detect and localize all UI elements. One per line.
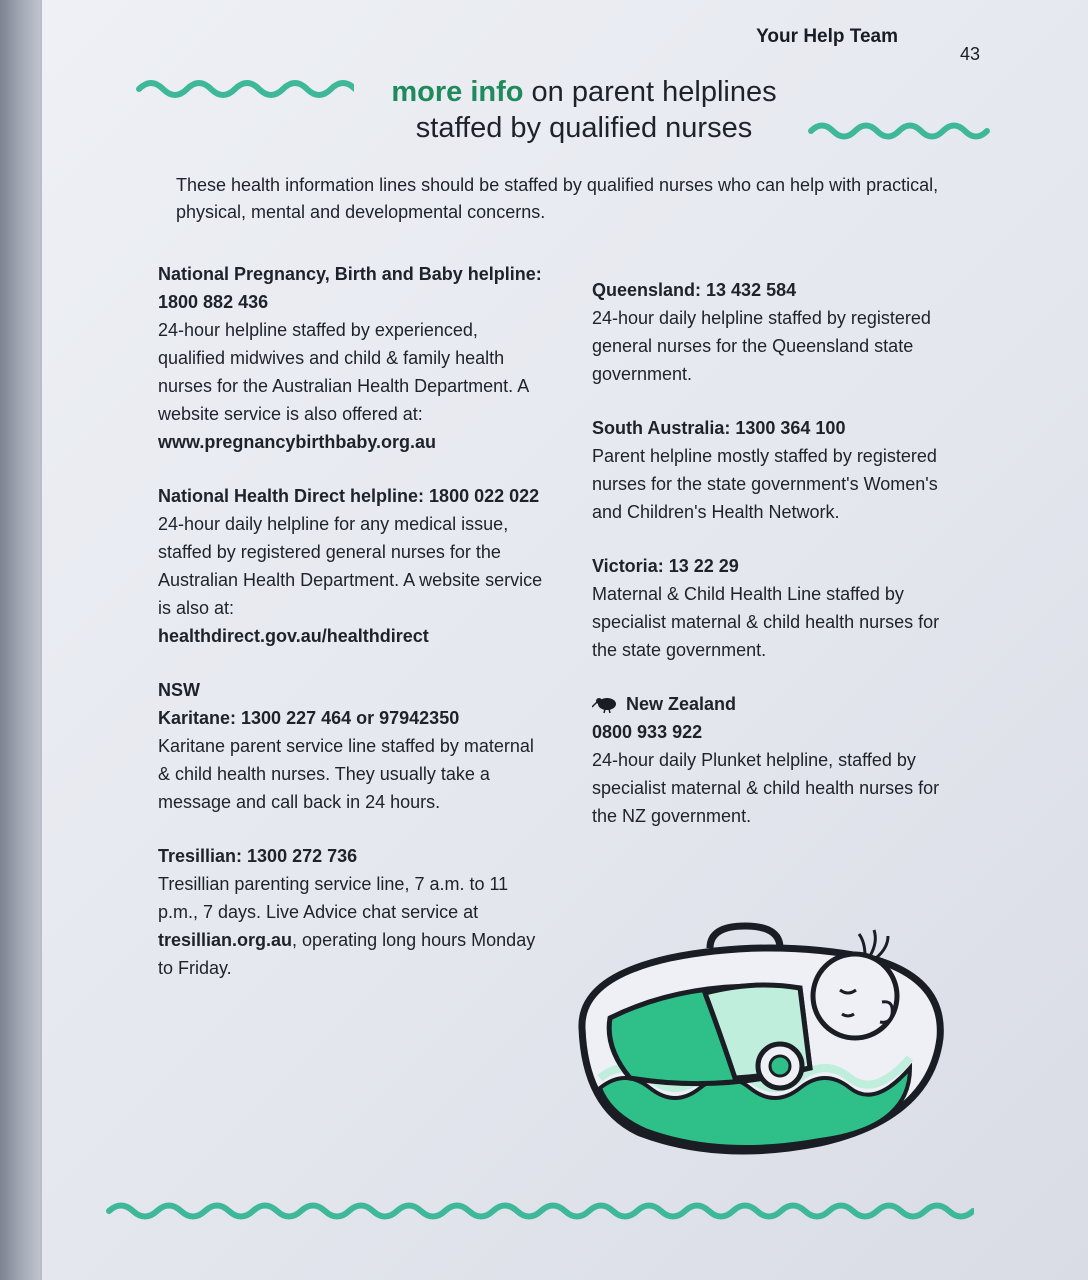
baby-in-bassinet-illustration [570, 918, 950, 1158]
decorative-wave-top-right [806, 116, 996, 146]
website-link[interactable]: tresillian.org.au [158, 930, 293, 950]
kiwi-bird-icon [592, 695, 618, 713]
entry-body: Maternal & Child Health Line staffed by specialist maternal & child health nurses for the state government. [592, 584, 940, 660]
entry-body: Karitane parent service line staffed by maternal & child health nurses. They usually take a message and call back in 24 hours. [158, 736, 534, 812]
running-head: Your Help Team [756, 26, 898, 47]
entry-national-pregnancy-birth-baby [158, 260, 548, 456]
entry-victoria [592, 552, 952, 664]
entry-phone-number: 0800 933 922 [592, 722, 703, 742]
intro-paragraph: These health information lines should be staffed by qualified nurses who can help with practical, physical, mental and developmental concerns. [176, 175, 939, 222]
section-heading [364, 74, 804, 146]
entry-nsw-tresillian [158, 842, 548, 982]
entry-title: Tresillian: 1300 272 736 [158, 846, 358, 866]
entry-body: 24-hour helpline staffed by experienced, qualified midwives and child & family health nurses for the Australian Health Department. A website service is also offered at: [158, 320, 529, 424]
entry-body-text: Tresillian parenting service line, 7 a.m. to 11 p.m., 7 days. Live Advice chat service at [158, 874, 509, 922]
entry-body: 24-hour daily Plunket helpline, staffed by specialist maternal & child health nurses for the NZ government. [592, 750, 940, 826]
heading-accent: more info [391, 76, 524, 108]
entry-body: 24-hour daily helpline staffed by registered general nurses for the Queensland state government. [592, 308, 931, 384]
heading-rest: on parent helplines staffed by qualified nurses [415, 76, 777, 144]
website-link[interactable]: www.pregnancybirthbaby.org.au [158, 432, 437, 452]
entry-title: New Zealand [626, 694, 737, 714]
entry-body [158, 870, 548, 982]
entry-south-australia [592, 414, 952, 526]
entry-national-health-direct [158, 482, 548, 650]
page-number: 43 [959, 44, 980, 64]
entry-title: National Health Direct helpline: 1800 022 022 [158, 486, 540, 506]
nz-title-row [592, 690, 952, 718]
decorative-wave-bottom [104, 1196, 974, 1226]
entry-new-zealand [592, 690, 952, 830]
entry-title: Victoria: 13 22 29 [592, 556, 739, 576]
entry-title: South Australia: 1300 364 100 [592, 418, 846, 438]
right-column [592, 276, 952, 856]
entry-body: Parent helpline mostly staffed by registered nurses for the state government's Women's and Children's Health Network. [592, 446, 938, 522]
left-column [158, 260, 548, 1008]
entry-body: 24-hour daily helpline for any medical issue, staffed by registered general nurses for the Australian Health Department. A website service is also at: [158, 514, 543, 618]
entry-title: Queensland: 13 432 584 [592, 280, 797, 300]
region-label-nsw: NSW [158, 680, 200, 700]
website-link[interactable]: healthdirect.gov.au/healthdirect [158, 626, 429, 646]
entry-nsw-karitane [158, 676, 548, 816]
entry-title: National Pregnancy, Birth and Baby helpline: 1800 882 436 [158, 264, 542, 312]
decorative-wave-top-left [134, 74, 354, 104]
entry-title: Karitane: 1300 227 464 or 97942350 [158, 708, 460, 728]
entry-body-text: , operating long hours Monday to Friday. [158, 930, 536, 978]
entry-queensland [592, 276, 952, 388]
